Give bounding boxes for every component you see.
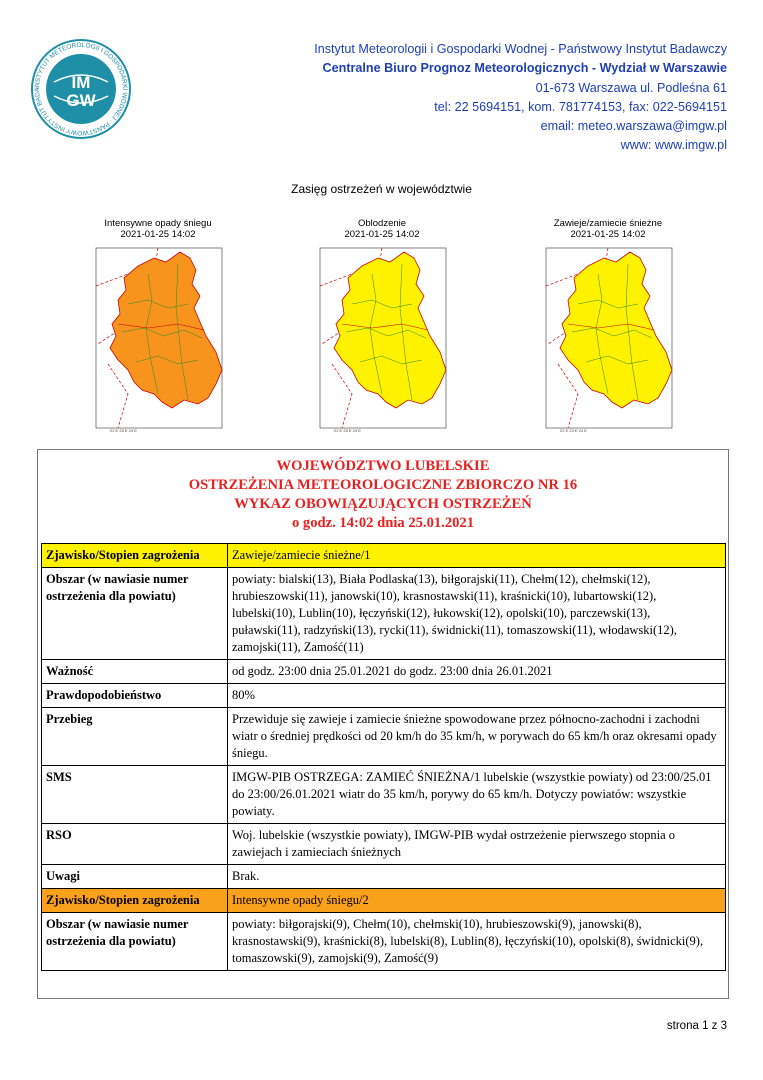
row-value: Brak.: [228, 865, 726, 889]
row-label: SMS: [42, 766, 228, 824]
institute-name: Instytut Meteorologii i Gospodarki Wodnej - Państwowy Instytut Badawczy: [314, 42, 727, 56]
warnings-table: [41, 543, 726, 971]
website[interactable]: www: www.imgw.pl: [620, 138, 727, 153]
region-shape: [334, 252, 446, 408]
row-value: Zawieje/zamiecie śnieżne/1: [228, 544, 726, 568]
map-panel-1: [88, 218, 228, 436]
row-label: Prawdopodobieństwo: [42, 684, 228, 708]
row-label: Zjawisko/Stopien zagrożenia: [42, 544, 228, 568]
map-date: 2021-01-25 14:02: [344, 229, 420, 240]
table-row: [42, 889, 726, 913]
bureau-name: Centralne Biuro Prognoz Meteorologicznych - Wydział w Warszawie: [322, 61, 727, 76]
logo-text-bottom: GW: [66, 91, 96, 110]
row-value: powiaty: bialski(13), Biała Podlaska(13), biłgorajski(11), Chełm(12), chełmski(12), hrubieszowski(11), janowski(10), krasnostawski(11), kraśnicki(10), lubartowski(12), lubelski(10), Lublin(10), łęczyński(12), łukowski(12), opolski(10), parczewski(13), puławski(11), radzyński(13), rycki(11), świdnicki(11), tomaszowski(11), włodawski(12), zamojski(11), Zamość(11): [228, 568, 726, 660]
table-row: [42, 660, 726, 684]
zasieg-title: Zasięg ostrzeżeń w województwie: [291, 182, 472, 196]
row-label: Przebieg: [42, 708, 228, 766]
email[interactable]: email: meteo.warszawa@imgw.pl: [540, 119, 727, 134]
map-title: Oblodzenie: [357, 218, 407, 229]
row-value: Intensywne opady śniegu/2: [228, 889, 726, 913]
map-title: Zawieje/zamiecie śnieżne: [553, 218, 663, 229]
table-row: [42, 913, 726, 971]
map-panel-3: [538, 218, 678, 436]
region-shape: [110, 252, 222, 408]
logo-ring-text: INSTYTUT METEOROLOGII I GOSPODARKI WODNEJ · PAŃSTWOWY INSTYTUT BADA: [33, 41, 129, 137]
warnings-box: [37, 449, 729, 999]
svg-text:22 E 23 E 24 E: 22 E 23 E 24 E: [334, 428, 361, 433]
map-lubelskie-1: [88, 244, 228, 436]
warnings-title: [38, 457, 728, 533]
map-date: 2021-01-25 14:02: [120, 229, 196, 240]
row-label: Obszar (w nawiasie numer ostrzeżenia dla powiatu): [42, 568, 228, 660]
phone: tel: 22 5694151, kom. 781774153, fax: 022-5694151: [434, 99, 727, 114]
row-label: Ważność: [42, 660, 228, 684]
row-label: Uwagi: [42, 865, 228, 889]
row-value: Woj. lubelskie (wszystkie powiaty), IMGW-PIB wydał ostrzeżenie pierwszego stopnia o zawiejach i zamieciach śnieżnych: [228, 824, 726, 865]
map-lubelskie-2: [312, 244, 452, 436]
table-row: [42, 708, 726, 766]
row-value: Przewiduje się zawieje i zamiecie śnieżne spowodowane przez północno-zachodni i zachodni wiatr o średniej prędkości od 20 km/h do 35 km/h, w porywach do 65 km/h oraz okresami opady śniegu.: [228, 708, 726, 766]
map-title: Intensywne opady śniegu: [104, 218, 212, 229]
row-label: RSO: [42, 824, 228, 865]
row-value: powiaty: biłgorajski(9), Chełm(10), chełmski(10), hrubieszowski(9), janowski(8), krasnostawski(9), kraśnicki(8), lubelski(8), Lublin(8), łęczyński(10), opolski(8), świdnicki(9), tomaszowski(9), zamojski(9), Zamość(9): [228, 913, 726, 971]
map-date: 2021-01-25 14:02: [570, 229, 646, 240]
row-label: Zjawisko/Stopien zagrożenia: [42, 889, 228, 913]
svg-text:22 E 23 E 24 E: 22 E 23 E 24 E: [560, 428, 587, 433]
region-shape: [560, 252, 672, 408]
table-row: [42, 865, 726, 889]
table-row: [42, 568, 726, 660]
title-warnings: OSTRZEŻENIA METEOROLOGICZNE ZBIORCZO NR 16: [188, 477, 578, 493]
table-row: [42, 766, 726, 824]
imgw-logo: [30, 38, 132, 140]
table-row: [42, 684, 726, 708]
title-list: WYKAZ OBOWIĄZUJĄCYCH OSTRZEŻEŃ: [234, 496, 532, 512]
address: 01-673 Warszawa ul. Podleśna 61: [535, 80, 727, 95]
title-time: o godz. 14:02 dnia 25.01.2021: [291, 515, 475, 531]
map-panel-2: [312, 218, 452, 436]
table-row: [42, 544, 726, 568]
row-label: Obszar (w nawiasie numer ostrzeżenia dla powiatu): [42, 913, 228, 971]
row-value: IMGW-PIB OSTRZEGA: ZAMIEĆ ŚNIEŻNA/1 lubelskie (wszystkie powiaty) od 23:00/25.01 do 23:00/26.01.2021 wiatr do 35 km/h, porywy do 65 km/h. Dotyczy powiatów: wszystkie powiaty.: [228, 766, 726, 824]
title-voivodeship: WOJEWÓDZTWO LUBELSKIE: [276, 458, 490, 474]
svg-text:22 E 23 E 24 E: 22 E 23 E 24 E: [110, 428, 137, 433]
table-row: [42, 824, 726, 865]
logo-text-top: IM: [71, 73, 91, 92]
row-value: od godz. 23:00 dnia 25.01.2021 do godz. 23:00 dnia 26.01.2021: [228, 660, 726, 684]
map-lubelskie-3: [538, 244, 678, 436]
page-number: strona 1 z 3: [666, 1020, 727, 1032]
institute-header: [314, 40, 727, 156]
row-value: 80%: [228, 684, 726, 708]
